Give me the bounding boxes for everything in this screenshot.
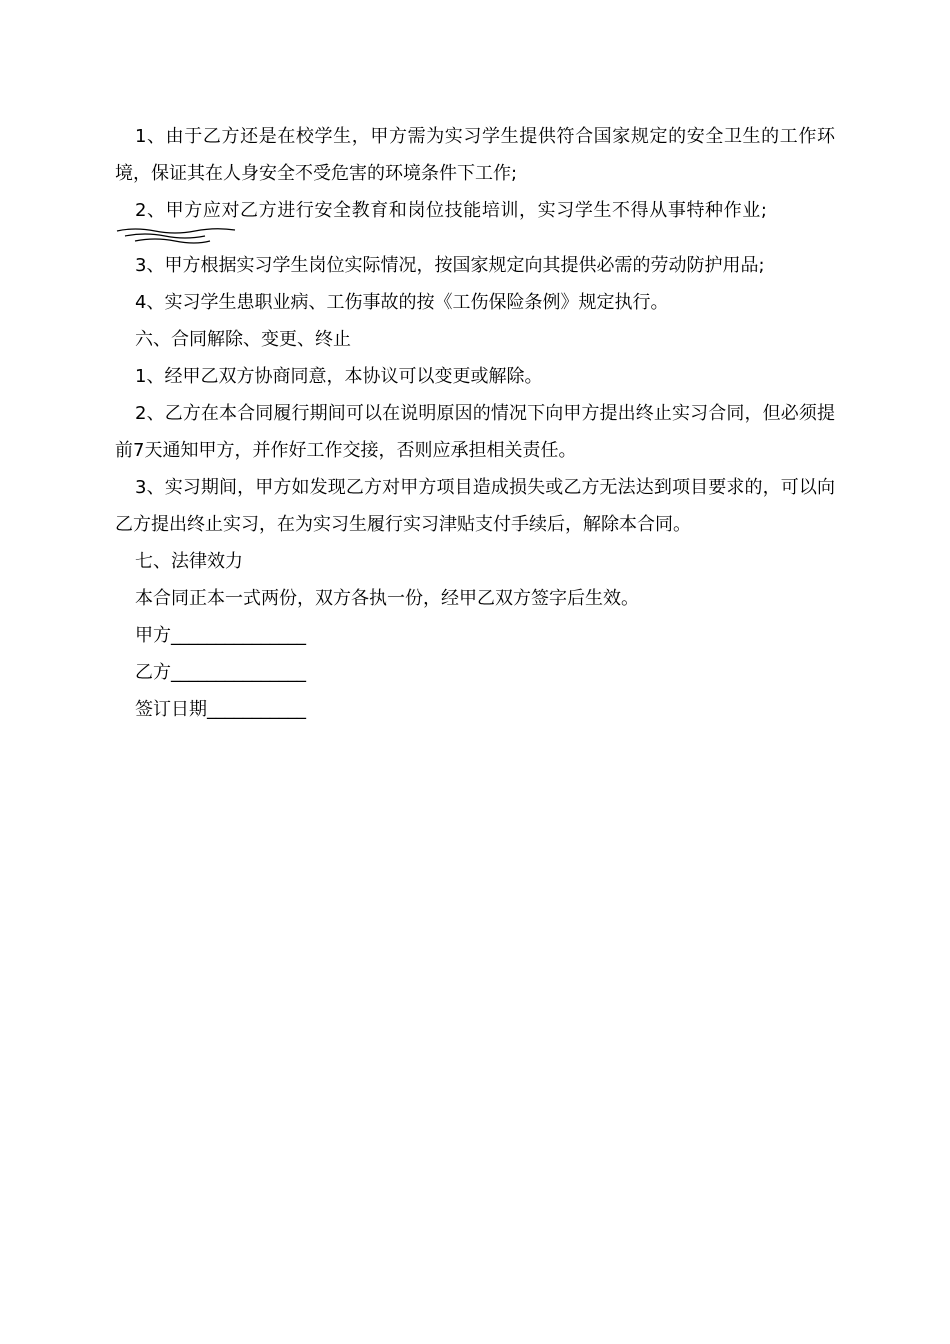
- signature-date: 签订日期___________: [135, 699, 306, 720]
- paragraph-safety-environment: 1、由于乙方还是在校学生，甲方需为实习学生提供符合国家规定的安全卫生的工作环境，保证其在人身安全不受危害的环境条件下工作;: [115, 126, 835, 184]
- paragraph-mutual-agreement: 1、经甲乙双方协商同意，本协议可以变更或解除。: [135, 366, 543, 387]
- section-heading-legal-effect: 七、法律效力: [135, 551, 243, 572]
- paragraph-protective-equipment: 3、甲方根据实习学生岗位实际情况，按国家规定向其提供必需的劳动防护用品;: [135, 255, 765, 276]
- section-heading-termination: 六、合同解除、变更、终止: [135, 329, 351, 350]
- document-body: [115, 118, 835, 728]
- paragraph-copies: 本合同正本一式两份，双方各执一份，经甲乙双方签字后生效。: [135, 588, 639, 609]
- paragraph-early-termination: 3、实习期间，甲方如发现乙方对甲方项目造成损失或乙方无法达到项目要求的，可以向乙方提出终止实习，在为实习生履行实习津贴支付手续后，解除本合同。: [115, 477, 835, 535]
- paragraph-safety-training: 2、甲方应对乙方进行安全教育和岗位技能培训，实习学生不得从事特种作业;: [135, 200, 768, 221]
- paragraph-notice-period: 2、乙方在本合同履行期间可以在说明原因的情况下向甲方提出终止实习合同，但必须提前7天通知甲方，并作好工作交接，否则应承担相关责任。: [115, 403, 835, 461]
- signature-party-b: 乙方_______________: [135, 662, 306, 683]
- paragraph-injury-insurance: 4、实习学生患职业病、工伤事故的按《工伤保险条例》规定执行。: [135, 292, 669, 313]
- signature-party-a: 甲方_______________: [135, 625, 306, 646]
